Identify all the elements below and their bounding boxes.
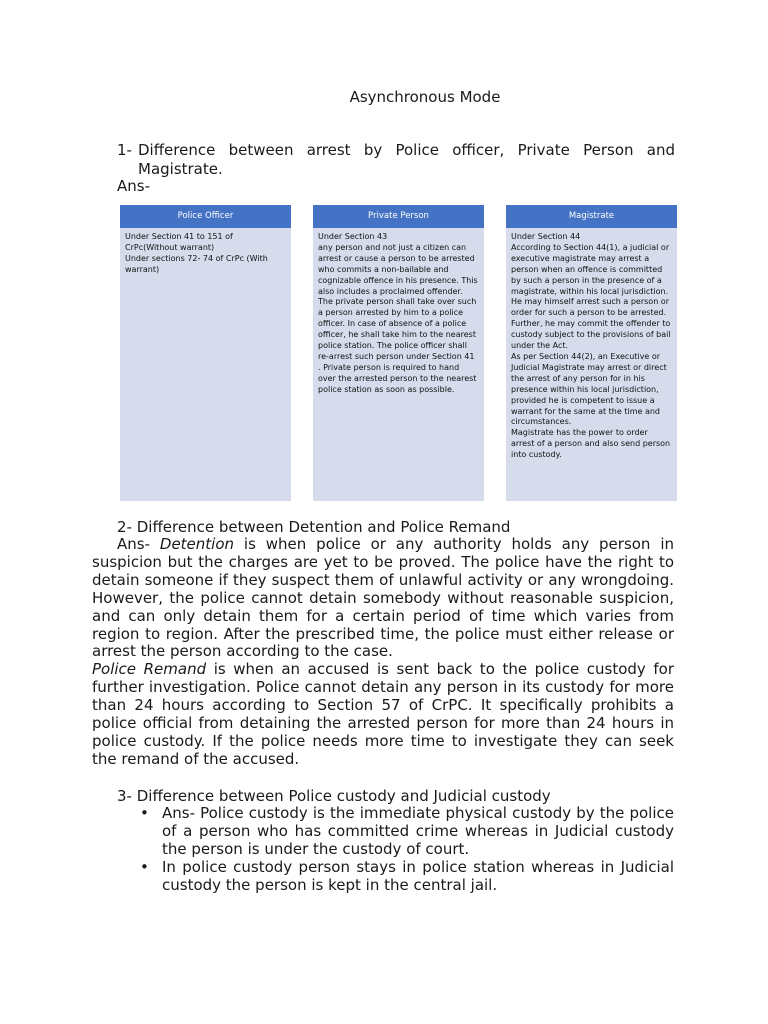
column-private-person <box>313 205 484 501</box>
column-police-officer <box>120 205 291 501</box>
remand-text: is when an accused is sent back to the police custody for further investigation. Police cannot detain any person in its custody for more than 24 hours according to Section 57 of CrPC. It specifically prohibits a police official from detaining the arrested person for more than 24 hours in police custody. If the police needs more time to investigate they can seek the remand of the accused. <box>92 660 674 768</box>
cell-line: Under Section 43 <box>318 232 388 241</box>
cell-line: Under Section 44 <box>511 232 581 241</box>
column-magistrate <box>506 205 677 501</box>
cell-line: Under Section 41 to 151 of CrPc(Without warrant) <box>125 232 233 252</box>
column-body <box>506 228 677 461</box>
detention-text: is when police or any authority holds any person in suspicion but the charges are yet to be proved. The police have the right to detain someone if they suspect them of unlawful activity or any wrongdoing. However, the police cannot detain somebody without reasonable suspicion, and can only detain them for a certain period of time which varies from region to region. After the prescribed time, the police must either release or arrest the person according to the case. <box>92 535 674 661</box>
list-item-text: Ans- Police custody is the immediate physical custody by the police of a person who has committed crime whereas in Judicial custody the person is under the custody of court. <box>162 804 674 858</box>
remand-paragraph <box>92 661 674 768</box>
question-3-heading: 3- Difference between Police custody and Judicial custody <box>117 787 551 805</box>
column-header: Private Person <box>313 205 484 228</box>
bullet-list <box>140 805 674 895</box>
list-item <box>140 859 674 895</box>
bullet-icon: • <box>140 804 149 822</box>
cell-line: Under sections 72- 74 of CrPc (With warrant) <box>125 253 268 274</box>
list-item-text: In police custody person stays in police station whereas in Judicial custody the person is kept in the central jail. <box>162 857 674 894</box>
remand-term: Police Remand <box>92 660 207 678</box>
question-1 <box>117 141 675 179</box>
column-body <box>313 228 484 396</box>
detention-paragraph <box>92 536 674 661</box>
detention-term: Detention <box>159 535 235 553</box>
column-body <box>120 228 291 276</box>
cell-line: Magistrate has the power to order arrest of a person and also send person into custody. <box>511 428 671 460</box>
answer-1-label: Ans- <box>117 177 150 195</box>
bullet-icon: • <box>140 857 149 876</box>
question-1-number: 1- <box>117 141 132 159</box>
comparison-table <box>0 205 768 501</box>
question-2-heading: 2- Difference between Detention and Police Remand <box>117 518 511 536</box>
column-header: Police Officer <box>120 205 291 228</box>
cell-line: any person and not just a citizen can arrest or cause a person to be arrested who commits a non-bailable and cognizable offence in his presence. This also includes a proclaimed offender. The private person shall take over such a person arrested by him to a police officer. In case of absence of a police officer, he shall take him to the nearest police station. The police officer shall re-arrest such person under Section 41 . Private person is required to hand over the arrested person to the nearest police station as soon as possible. <box>318 242 478 394</box>
answer-label: Ans- <box>117 535 160 553</box>
list-item <box>140 805 674 859</box>
question-1-text: Difference between arrest by Police officer, Private Person and Magistrate. <box>138 141 675 178</box>
cell-line: As per Section 44(2), an Executive or Judicial Magistrate may arrest or direct the arrest of any person for in his presence within his local jurisdiction, provided he is competent to issue a warrant for the same at the time and circumstances. <box>511 351 667 427</box>
page-title: Asynchronous Mode <box>349 88 501 106</box>
cell-line: According to Section 44(1), a judicial or executive magistrate may arrest a person when an offence is committed by such a person in the presence of a magistrate, within his local jurisdiction. He may himself arrest such a person or order for such a person to be arrested. Further, he may commit the offender to custody subject to the provisions of bail under the Act. <box>511 242 671 351</box>
column-header: Magistrate <box>506 205 677 228</box>
